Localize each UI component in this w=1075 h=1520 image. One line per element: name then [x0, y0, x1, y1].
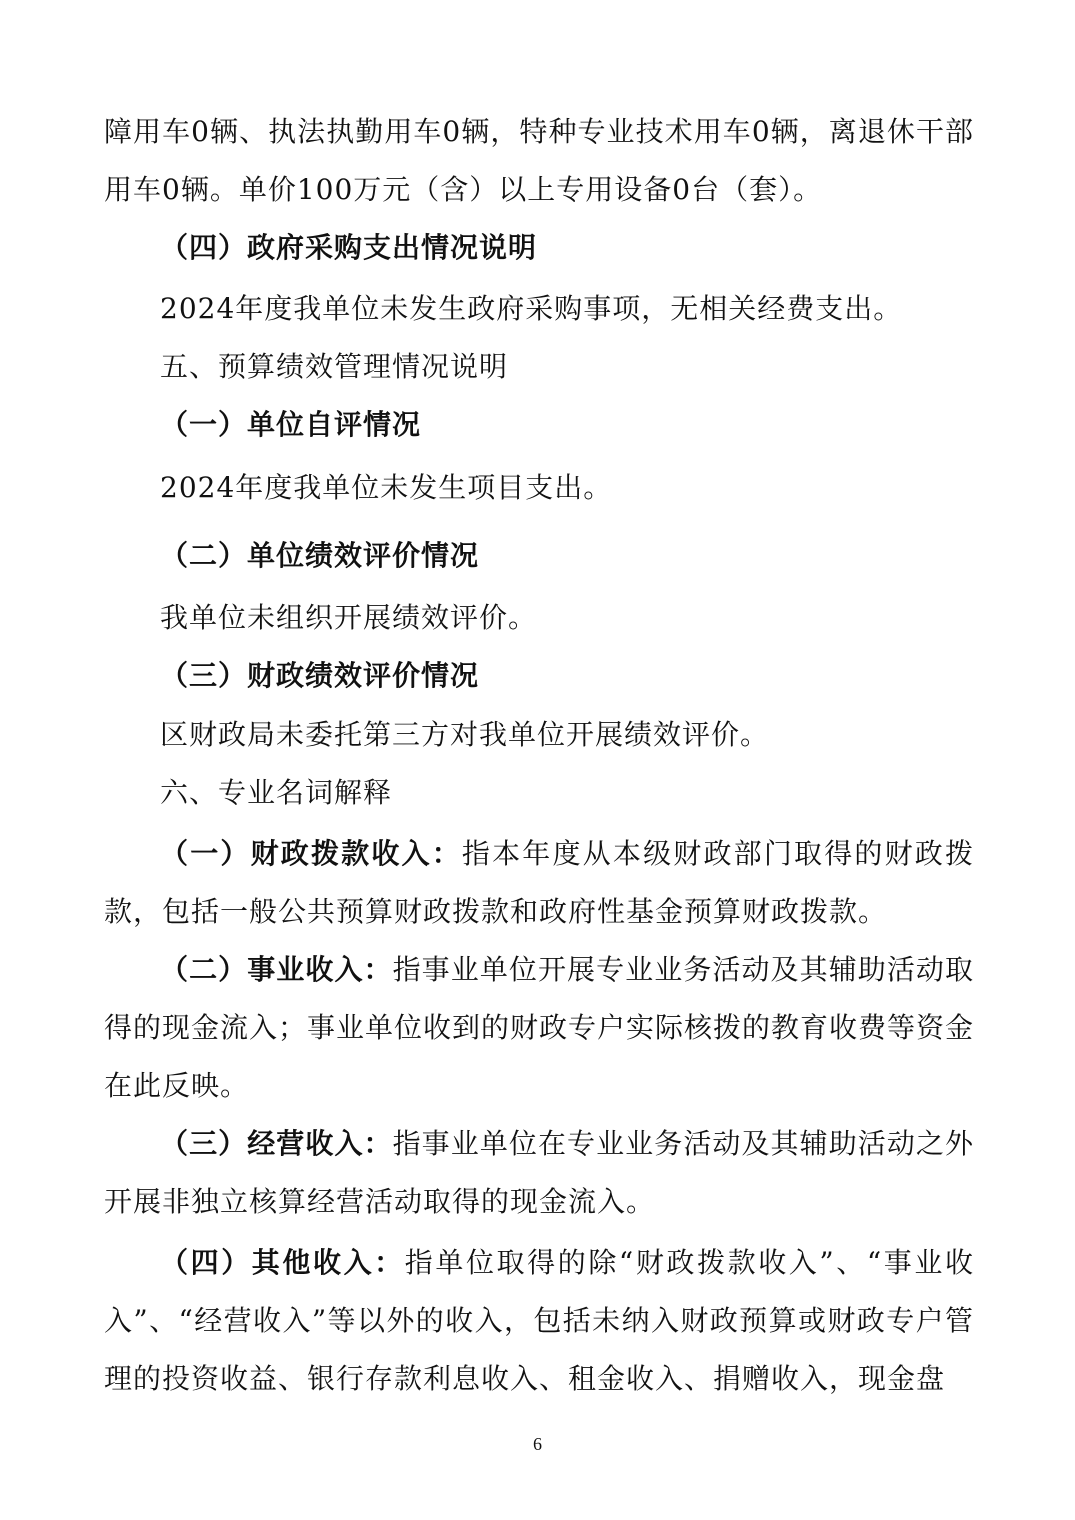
- heading-finance-evaluation-text: （三）财政绩效评价情况: [160, 659, 480, 692]
- section-heading-performance-text: 五、预算绩效管理情况说明: [160, 350, 509, 383]
- term-business-income: [104, 941, 974, 1115]
- term-other-income-definition: 指单位取得的除“财政拨款收入”、“事业收入”、“经营收入”等以外的收入，包括未纳入财政预算或财政专户管理的投资收益、银行存款利息收入、租金收入、捐赠收入，现金盘: [104, 1246, 974, 1395]
- vehicle-paragraph: [104, 103, 974, 219]
- self-evaluation-paragraph: [104, 459, 974, 517]
- procurement-text: 2024年度我单位未发生政府采购事项，无相关经费支出。: [160, 292, 903, 325]
- term-fiscal-appropriation-definition: 指本年度从本级财政部门取得的财政拨款，包括一般公共预算财政拨款和政府性基金预算财政拨款。: [104, 837, 974, 928]
- term-fiscal-appropriation: [104, 825, 974, 941]
- term-operating-income-label: （三）经营收入：: [160, 1127, 393, 1160]
- heading-finance-evaluation: [104, 647, 974, 705]
- term-business-income-label: （二）事业收入：: [160, 953, 393, 986]
- heading-unit-evaluation-text: （二）单位绩效评价情况: [160, 539, 480, 572]
- heading-self-evaluation: [104, 396, 974, 454]
- section-heading-glossary-text: 六、专业名词解释: [160, 776, 393, 809]
- self-evaluation-text: 2024年度我单位未发生项目支出。: [160, 471, 613, 504]
- finance-evaluation-paragraph: [104, 706, 974, 764]
- finance-evaluation-text: 区财政局未委托第三方对我单位开展绩效评价。: [160, 718, 770, 751]
- section-heading-glossary: [104, 764, 974, 822]
- term-fiscal-appropriation-label: （一）财政拨款收入：: [160, 837, 462, 870]
- heading-procurement-text: （四）政府采购支出情况说明: [160, 231, 538, 264]
- unit-evaluation-text: 我单位未组织开展绩效评价。: [160, 601, 538, 634]
- heading-self-evaluation-text: （一）单位自评情况: [160, 408, 422, 441]
- unit-evaluation-paragraph: [104, 589, 974, 647]
- vehicle-text: 障用车0辆、执法执勤用车0辆，特种专业技术用车0辆，离退休干部用车0辆。单价100万元（含）以上专用设备0台（套）。: [104, 115, 974, 206]
- term-operating-income-definition: 指事业单位在专业业务活动及其辅助活动之外开展非独立核算经营活动取得的现金流入。: [104, 1127, 974, 1218]
- heading-procurement: [104, 219, 974, 277]
- term-other-income: [104, 1234, 974, 1408]
- heading-unit-evaluation: [104, 527, 974, 585]
- section-heading-performance: [104, 338, 974, 396]
- term-operating-income: [104, 1115, 974, 1231]
- term-business-income-definition: 指事业单位开展专业业务活动及其辅助活动取得的现金流入；事业单位收到的财政专户实际核拨的教育收费等资金在此反映。: [104, 953, 975, 1102]
- term-other-income-label: （四）其他收入：: [160, 1246, 405, 1279]
- procurement-paragraph: [104, 280, 974, 338]
- page-number: 6: [533, 1434, 542, 1454]
